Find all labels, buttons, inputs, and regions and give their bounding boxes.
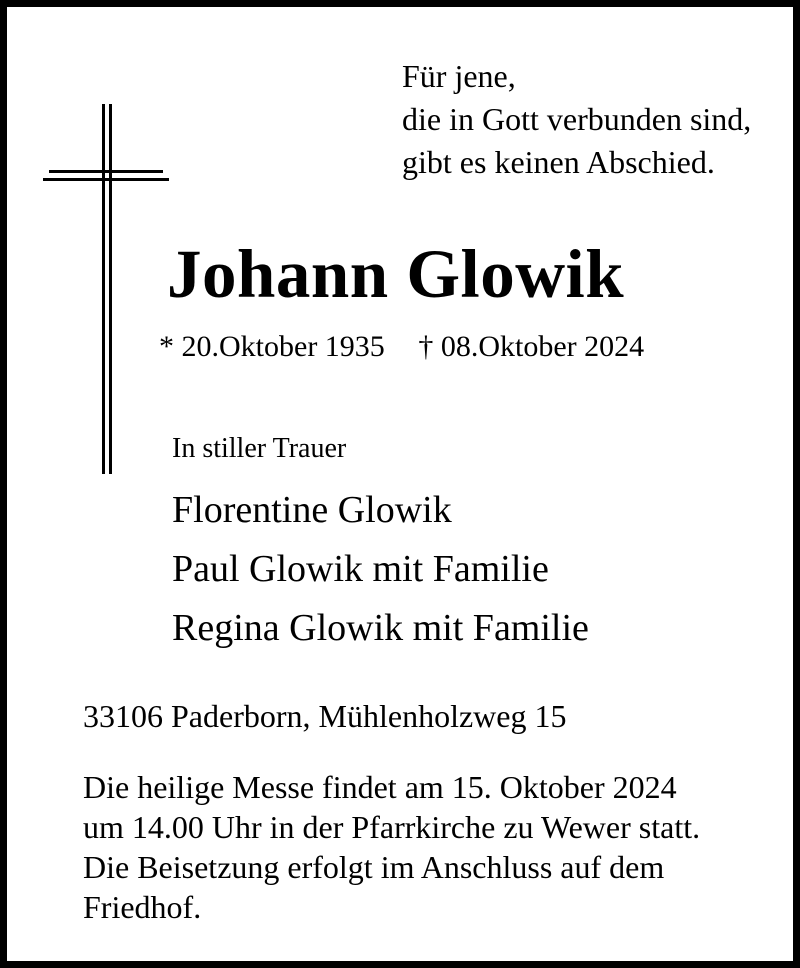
mourning-intro: In stiller Trauer xyxy=(172,433,347,464)
cross-icon xyxy=(43,104,169,474)
quote-line: die in Gott verbunden sind, xyxy=(402,101,752,137)
family-address: 33106 Paderborn, Mühlenholzweg 15 xyxy=(83,698,567,734)
life-dates xyxy=(159,327,644,367)
quote-line: gibt es keinen Abschied. xyxy=(402,144,715,180)
mourner-name: Florentine Glowik xyxy=(172,489,452,531)
mourner-name: Paul Glowik mit Familie xyxy=(172,548,549,590)
service-line: Friedhof. xyxy=(83,889,202,925)
birth-date: * 20.Oktober 1935 xyxy=(159,330,385,363)
memorial-quote xyxy=(402,55,751,184)
death-date: † 08.Oktober 2024 xyxy=(418,330,645,363)
mourner-name: Regina Glowik mit Familie xyxy=(172,607,589,649)
service-info xyxy=(83,767,700,927)
service-line: Die heilige Messe findet am 15. Oktober 2024 xyxy=(83,769,677,805)
mourners-list xyxy=(172,481,589,658)
service-line: Die Beisetzung erfolgt im Anschluss auf dem xyxy=(83,849,665,885)
service-line: um 14.00 Uhr in der Pfarrkirche zu Wewer statt. xyxy=(83,809,701,845)
quote-line: Für jene, xyxy=(402,58,516,94)
deceased-name: Johann Glowik xyxy=(167,236,625,312)
